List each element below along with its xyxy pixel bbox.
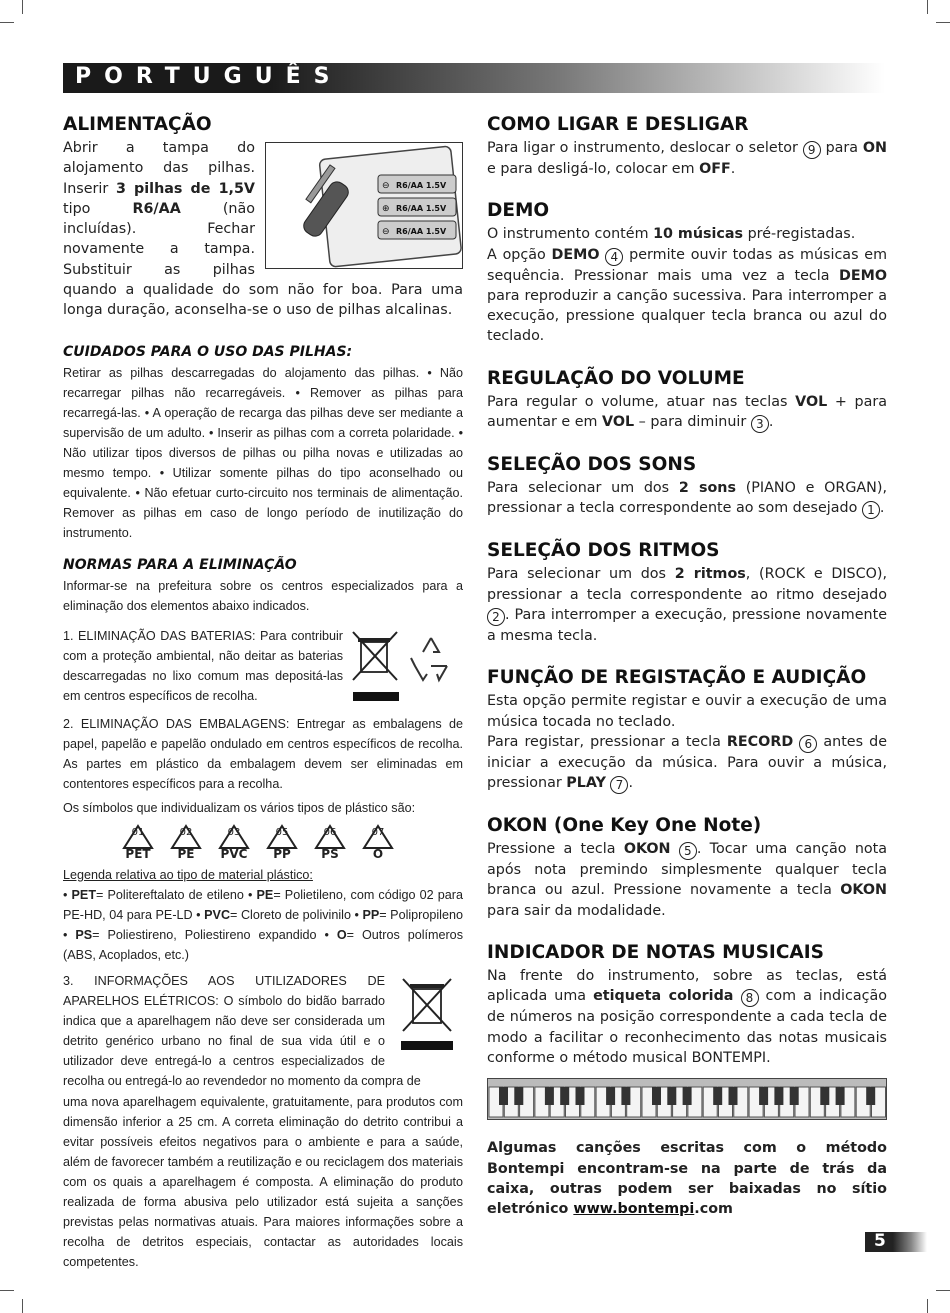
legend-item: • PS= Poliestireno, Poliestireno expandido bbox=[63, 927, 317, 942]
crossed-bin-icon bbox=[353, 632, 399, 701]
svg-text:⊖: ⊖ bbox=[382, 181, 390, 191]
item-baterias: 1. ELIMINAÇÃO DAS BATERIAS: Para contribuir com a proteção ambiental, não deitar as baterias descarregadas no lixo comum mas depositá-las em centros específicos de recolha. bbox=[63, 626, 463, 706]
svg-text:⊕: ⊕ bbox=[382, 204, 390, 214]
section-title: ALIMENTAÇÃO bbox=[63, 114, 212, 135]
section-title: OKON (One Key One Note) bbox=[487, 815, 762, 837]
item-eletricos: 3. INFORMAÇÕES AOS UTILIZADORES DE APARELHOS ELÉTRICOS: O símbolo do bidão barrado indica que a aparelhagem não deve ser considerada um detrito genérico urbano no final de sua vida útil e o utilizador deve entregá-lo a centros especializados de recolha ou entregá-lo ao revendedor no momento da compra de bbox=[63, 971, 463, 1092]
black-key bbox=[621, 1087, 630, 1105]
keyboard-image bbox=[487, 1078, 887, 1120]
callout-number: 4 bbox=[605, 248, 623, 266]
plastic-symbol: 06 PS bbox=[313, 823, 347, 861]
black-key bbox=[606, 1087, 615, 1105]
crop-mark bbox=[22, 0, 23, 14]
callout-number: 2 bbox=[487, 608, 505, 626]
section-title: DEMO bbox=[487, 200, 550, 222]
black-key bbox=[514, 1087, 523, 1105]
svg-text:⊖: ⊖ bbox=[382, 227, 390, 237]
legend-item: • O= Outros polímeros (ABS, Acoplados, etc.) bbox=[63, 927, 463, 962]
crossed-bin-icon bbox=[393, 975, 463, 1053]
section-demo: DEMO O instrumento contém 10 músicas pré-registadas. A opção DEMO 4 permite ouvir todas as músicas em sequência. Pressionar mais uma vez a tecla DEMO para reproduzir a canção sucessiva. Para interromper a execução, pressione qualquer tecla branca ou azul do teclado. bbox=[487, 200, 888, 345]
page-number-tab bbox=[865, 1232, 927, 1252]
section-title: SELEÇÃO DOS SONS bbox=[487, 454, 697, 476]
section-title: FUNÇÃO DE REGISTAÇÃO E AUDIÇÃO bbox=[487, 667, 867, 689]
crop-mark bbox=[927, 0, 928, 14]
black-key bbox=[866, 1087, 875, 1105]
language-banner bbox=[63, 63, 885, 93]
callout-number: 8 bbox=[741, 989, 759, 1007]
crop-mark bbox=[0, 1290, 14, 1291]
plastic-symbol: 05 PP bbox=[265, 823, 299, 861]
section-title: INDICADOR DE NOTAS MUSICAIS bbox=[487, 942, 824, 964]
normas-intro: Informar-se na prefeitura sobre os centros especializados para a eliminação dos elementos abaixo indicados. bbox=[63, 578, 463, 613]
section-ligar: COMO LIGAR E DESLIGAR Para ligar o instrumento, deslocar o seletor 9 para ON e para desligá-lo, colocar em OFF. bbox=[487, 114, 887, 177]
crop-mark bbox=[927, 1299, 928, 1313]
black-key bbox=[820, 1087, 829, 1105]
black-key bbox=[759, 1087, 768, 1105]
crop-mark bbox=[22, 1299, 23, 1313]
section-subtitle: NORMAS PARA A ELIMINAÇÃO bbox=[63, 556, 297, 573]
black-key bbox=[576, 1087, 585, 1105]
footer-note: Algumas canções escritas com o método Bontempi encontram-se na parte de trás da caixa, outras podem ser baixadas no sítio eletrónico www.bontempi.com bbox=[487, 1140, 887, 1218]
black-key bbox=[774, 1087, 783, 1105]
section-ritmos: SELEÇÃO DOS RITMOS Para selecionar um dos 2 ritmos, (ROCK e DISCO), pressionar a tecla correspondente ao ritmo desejado 2 . Para interromper a execução, pressione novamente a mesma tecla. bbox=[487, 540, 887, 644]
left-column bbox=[63, 112, 463, 1272]
callout-number: 5 bbox=[679, 842, 697, 860]
section-title: COMO LIGAR E DESLIGAR bbox=[487, 114, 749, 135]
battery-compartment-icon bbox=[266, 143, 462, 268]
item-embalagens: 2. ELIMINAÇÃO DAS EMBALAGENS: Entregar as embalagens de papel, papelão e papelão ondulado em centros específicos de recolha. As partes em plástico da embalagem devem ser eliminadas em contentores específicos para a recolha. bbox=[63, 717, 463, 792]
plastic-symbol: 02 PE bbox=[169, 823, 203, 861]
callout-number: 1 bbox=[862, 501, 880, 519]
website-link[interactable]: www.bontempi bbox=[573, 1201, 695, 1218]
black-key bbox=[499, 1087, 508, 1105]
symbols-intro: Os símbolos que individualizam os vários tipos de plástico são: bbox=[63, 801, 416, 816]
black-key bbox=[683, 1087, 692, 1105]
section-alimentacao bbox=[63, 112, 463, 321]
legend-item: • PE= Polietileno, com código 02 para PE-HD, 04 para PE-LD bbox=[63, 887, 463, 922]
black-key bbox=[729, 1087, 738, 1105]
plastic-symbol: 07 O bbox=[361, 823, 395, 861]
callout-number: 9 bbox=[803, 141, 821, 159]
section-subtitle: CUIDADOS PARA O USO DAS PILHAS: bbox=[63, 343, 353, 360]
section-normas bbox=[63, 554, 463, 1273]
battery-label-1: R6/AA 1.5V bbox=[396, 181, 447, 190]
section-title: REGULAÇÃO DO VOLUME bbox=[487, 367, 745, 389]
legend-text bbox=[63, 885, 463, 965]
section-volume: REGULAÇÃO DO VOLUME Para regular o volume, atuar nas teclas VOL + para aumentar e em VOL – para diminuir 3 . bbox=[487, 367, 887, 432]
disposal-symbols bbox=[351, 626, 463, 706]
section-sons: SELEÇÃO DOS SONS Para selecionar um dos 2 sons (PIANO e ORGAN), pressionar a tecla correspondente ao som desejado 1 . bbox=[487, 454, 887, 518]
battery-compartment-illustration bbox=[265, 142, 463, 269]
legend-title: Legenda relativa ao tipo de material plástico: bbox=[63, 867, 313, 882]
battery-label-3: R6/AA 1.5V bbox=[396, 227, 447, 236]
legend-item: • PET= Politereftalato de etileno bbox=[63, 887, 244, 902]
plastic-symbol: 03 PVC bbox=[217, 823, 251, 861]
black-key bbox=[790, 1087, 799, 1105]
recycle-icon bbox=[411, 638, 447, 680]
legend-item: • PVC= Cloreto de polivinilo bbox=[196, 907, 351, 922]
crop-mark bbox=[936, 1290, 950, 1291]
section-indicador: INDICADOR DE NOTAS MUSICAIS Na frente do instrumento, sobre as teclas, está aplicada uma etiqueta colorida 8 com a indicação de números na posição correspondente a cada tecla de modo a facilitar o reconhecimento das notas musicais conforme o método musical BONTEMPI. bbox=[487, 940, 887, 1120]
cuidados-text: Retirar as pilhas descarregadas do alojamento das pilhas. • Não recarregar pilhas não recarregáveis. • Remover as pilhas para recarregá-las. • A operação de recarga das pilhas deve ser mediante a supervisão de um adulto. • Inserir as pilhas com a correta polaridade. • Não utilizar tipos diversos de pilhas ou pilha novas e utilizadas ao mesmo tempo. • Utilizar somente pilhas do tipo aconselhado ou equivalente. • Não efetuar curto-circuito nos terminais de alimentação. Remover as pilhas em caso de longo período de inutilização do instrumento. bbox=[63, 365, 463, 541]
right-column bbox=[487, 112, 887, 1219]
black-key bbox=[652, 1087, 661, 1105]
black-key bbox=[836, 1087, 845, 1105]
black-key bbox=[667, 1087, 676, 1105]
crop-mark bbox=[936, 22, 950, 23]
black-key bbox=[560, 1087, 569, 1105]
crop-mark bbox=[0, 22, 14, 23]
callout-number: 3 bbox=[751, 415, 769, 433]
section-title: SELEÇÃO DOS RITMOS bbox=[487, 540, 720, 562]
page-number: 5 bbox=[874, 1231, 886, 1251]
legend-item: • PP= Polipropileno bbox=[354, 907, 463, 922]
black-key bbox=[713, 1087, 722, 1105]
plastic-symbol: 01 PET bbox=[121, 823, 155, 861]
item-eletricos-continued: uma nova aparelhagem equivalente, gratuitamente, para produtos com dimensão inferior a 25 cm. A correta eliminação do detrito contribui a evitar possíveis efeitos negativos para o ambiente e para a saúde, além de favorecer também a reutilização e ou reciclagem dos materiais com os quais a aparelhagem é composta. A eliminação do produto realizada de forma abusiva pelo utilizador está sujeita a sanções previstas pelas normativas atuais. Para maiores informações sobre a recolha de detritos especiais, contactar as autoridades locais competentes. bbox=[63, 1094, 463, 1270]
banner-title: PORTUGUÊS bbox=[75, 64, 343, 89]
callout-number: 7 bbox=[610, 776, 628, 794]
section-cuidados bbox=[63, 341, 463, 544]
black-key bbox=[545, 1087, 554, 1105]
section-okon: OKON (One Key One Note) Pressione a tecla OKON 5 . Tocar uma canção nota após nota premindo simplesmente qualquer tecla branca ou azul. Pressione novamente a tecla OKON para sair da modalidade. bbox=[487, 815, 888, 919]
plastic-symbols bbox=[53, 823, 463, 861]
alimentacao-text: Abrir a tampa do alojamento das pilhas. Inserir 3 pilhas de 1,5V tipo R6/AA (não incluídas). Fechar novamente a tampa. Substituir as pilhas quando a qualidade do som não for boa. Para uma longa duração, aconselha-se o uso de pilhas alcalinas. bbox=[63, 140, 463, 319]
callout-number: 6 bbox=[799, 735, 817, 753]
battery-label-2: R6/AA 1.5V bbox=[396, 204, 447, 213]
section-registo: FUNÇÃO DE REGISTAÇÃO E AUDIÇÃO Esta opção permite registar e ouvir a execução de uma música tocada no teclado. Para registar, pressionar a tecla RECORD 6 antes de iniciar a execução da música. Para ouvir a música, pressionar PLAY 7 . bbox=[487, 667, 887, 793]
